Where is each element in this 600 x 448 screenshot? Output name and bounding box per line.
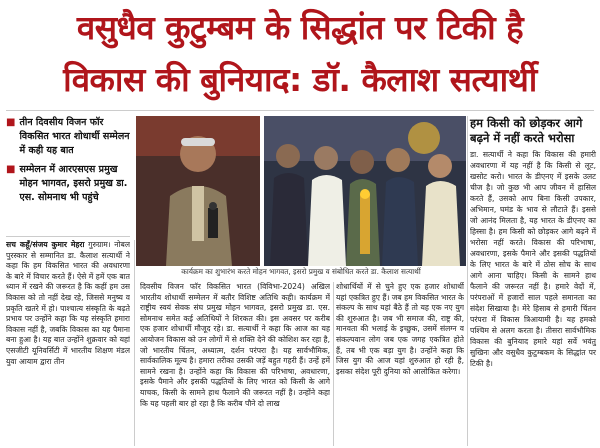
subhead-item xyxy=(6,163,130,205)
news-photo xyxy=(136,116,466,277)
byline: सच कहूँ/संजय कुमार मेहरा xyxy=(6,240,85,249)
article-column-1 xyxy=(6,240,130,446)
sidebar-body: डा. सत्यार्थी ने कहा कि विकास की हमारी अवधारणा में यह नहीं है कि किसी से लूट, खसोट करो। भारत के डीएनए में इसके उलट चीज है। जो कुछ भी आप जीवन में हासिल करते हैं, उसको आप बिना किसी उपकार, अभिमान, घमंड के भाव से लौटाते हैं। इससे जो आनंद मिलता है, यह भारत के डीएनए का हिस्सा है। हम किसी को छोड़कर आगे बढ़ने में भरोसा नहीं करते। विकास की परिभाषा, अवधारणा, इसके पैमाने और इसकी पद्धतियों के लिए भारत के बारे में ठोस सोच के साथ आगे आना चाहिए। किसी के सामने हाथ फैलाने की जरूरत नहीं है। हमारे वेदों में, परंपराओं में हजारों साल पहले समानता का संदेश सिखाया है। मेरे हिसाब से हमारी चिंतन परंपरा में विकास त्रिआयामी है। यह हमको पश्चिम से अलग करता है। तीसरा सार्वभौमिक विकास की बुनियाद हमारे यहां सर्वे भवंतु सुखिनः और वसुधैव कुटुम्बकम के सिद्धांत पर टिकी है। xyxy=(470,150,596,368)
column-divider-1 xyxy=(134,240,135,446)
column-divider-2 xyxy=(333,282,334,446)
subheads xyxy=(6,116,130,210)
article-text-2: दिवसीय विजन फॉर विकसित भारत (विविभा-2024) अखिल भारतीय शोधार्थी सम्मेलन में बतौर विशिष्ट अतिथि कही। कार्यक्रम में राष्ट्रीय स्वयं सेवक संघ प्रमुख मोहन भागवत, इसरो प्रमुख डा. एस. सोमनाथ समेत कई अतिथियों ने शिरकत की। इस अवसर पर करीब एक हजार शोधार्थी मौजूद रहे। डा. सत्यार्थी ने कहा कि आज का यह आयोजन विकास को उन लोगों में से शक्ति देने की कोशिश कर रहा है, जो भारतीय चिंतन, अध्यात्म, दर्शन परंपरा है। यह सार्वभौमिक, सार्वकालिक मूल्य है। हमारा तरीका उसकी जड़ें बहुत गहरी हैं। उन्हें हमें सामने रखना है। उन्होंने कहा कि विकास की परिभाषा, अवधारणा, इसके पैमाने और इसकी पद्धतियों के लिए भारत को किसी के आगे याचक, किसी के सामने हाथ फैलाने की जरूरत नहीं है। उन्होंने कहा कि यह पहली बार हो रहा है कि करीब पौने दो लाख xyxy=(140,282,330,408)
lamp-lighting-photo xyxy=(264,116,466,266)
lamp-lighting-illustration xyxy=(264,116,466,266)
sidebar-heading: हम किसी को छोड़कर आगे बढ़ने में नहीं करते भरोसा xyxy=(470,116,583,145)
subhead-item xyxy=(6,116,130,158)
speaker-illustration xyxy=(136,116,260,266)
subhead-text: तीन दिवसीय विजन फॉर विकसित भारत शोधार्थी सम्मेलन में कही यह बात xyxy=(19,117,130,156)
speaker-photo xyxy=(136,116,260,266)
bullet-icon: ■ xyxy=(6,164,16,175)
headline-line-1: वसुधैव कुटुम्बम के सिद्धांत पर टिकी है xyxy=(76,8,524,47)
article-column-3 xyxy=(336,282,464,446)
article-column-2 xyxy=(140,282,330,446)
sidebar-divider xyxy=(467,116,468,446)
headline-divider xyxy=(6,110,594,111)
sidebar-box xyxy=(470,116,596,369)
bullet-icon: ■ xyxy=(6,117,16,128)
article-text-1: गुरुग्राम। नोबल पुरस्कार से सम्मानित डा. कैलाश सत्यार्थी ने कहा कि हम विकसित भारत की अवधारणा के बारे में विचार करते हैं। ऐसे में हमें एक बात ध्यान में रखने की जरूरत है कि कहीं हम उस विकास को तो नहीं देख रहे, जिससे मनुष्य व प्रकृति खतरे में हो। पाश्चात्य संस्कृति के बढ़ते प्रभाव पर उन्होंने कहा कि यह संस्कृति हमारा विकास नहीं है, जबकि विकास का यह पैमाना बना हुआ है। यह बात उन्होंने शुक्रवार को यहां एसजीटी यूनिवर्सिटी में भारतीय शिक्षण मंडल युवा आयाम द्वारा तीन xyxy=(6,240,130,366)
subhead-divider xyxy=(6,236,130,237)
photo-caption: कार्यक्रम का शुभारंभ करते मोहन भागवत, इसरो प्रमुख व संबोधित करते डा. कैलाश सत्यार्थी xyxy=(136,266,466,277)
article-text-3: शोधार्थियों में से चुने हुए एक हजार शोधार्थी यहां एकत्रित हुए हैं। जब हम विकसित भारत के संकल्प के साथ यहां बैठे हैं तो यह एक नए युग की शुरुआत है। जब भी समाज की, राष्ट्र की, मानवता की भलाई के इच्छुक, उसमें संलग्न व संकल्पवान लोग जब एक जगह एकत्रित होते हैं, तब भी एक बड़ा युग है। उन्होंने कहा कि जिस युग की आज यहां शुरुआत हो रही है, इसका संदेश पूरी दुनिया को आलोकित करेगा। xyxy=(336,282,464,376)
subhead-text: सम्मेलन में आरएसएस प्रमुख मोहन भागवत, इसरो प्रमुख डा. एस. सोमनाथ भी पहुंचे xyxy=(19,164,128,203)
headline-line-2: विकास की बुनियाद: डॉ. कैलाश सत्यार्थी xyxy=(63,60,537,99)
